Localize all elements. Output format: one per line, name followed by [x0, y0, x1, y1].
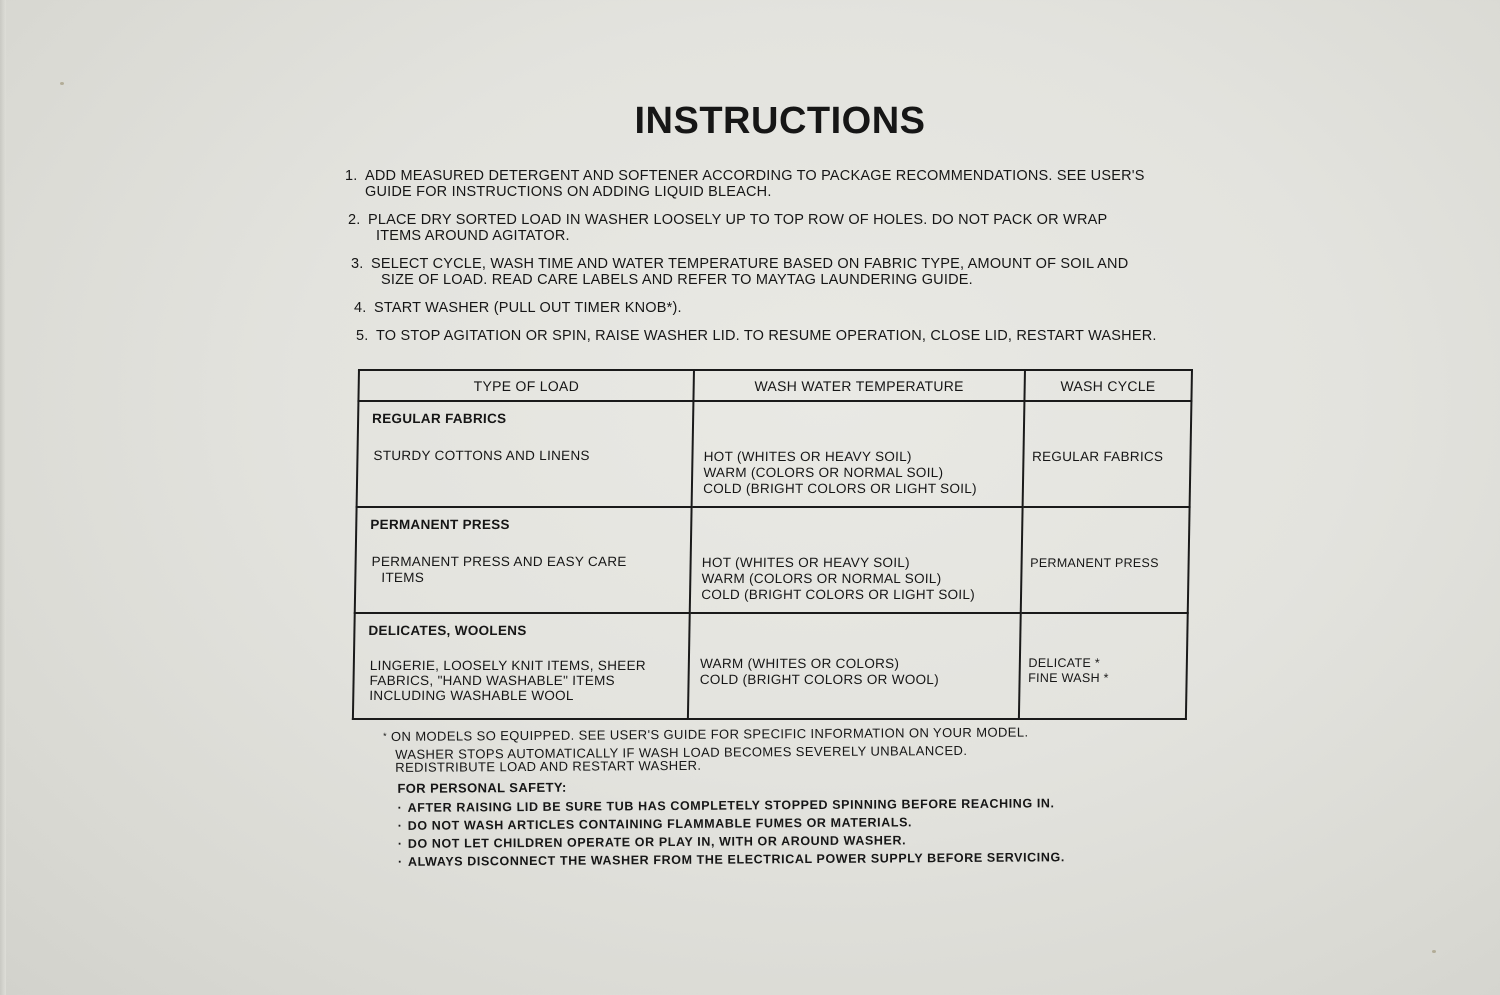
load-description: [373, 448, 692, 464]
safety-item: · AFTER RAISING LID BE SURE TUB HAS COMPLETELY STOPPED SPINNING BEFORE REACHING IN.: [397, 794, 1123, 817]
step-text-continued: SIZE OF LOAD. READ CARE LABELS AND REFER TO MAYTAG LAUNDERING GUIDE.: [381, 272, 973, 288]
instruction-step: [354, 300, 1224, 316]
footnote: [383, 724, 1123, 744]
unbalance-note: [395, 743, 1123, 774]
load-group-title: DELICATES, WOOLENS: [368, 623, 527, 638]
footnote-mark: *: [383, 730, 387, 741]
load-description-line: PERMANENT PRESS AND EASY CARE: [371, 554, 627, 569]
load-type-cell: [357, 401, 694, 507]
temperature-list: [700, 656, 1019, 688]
instruction-step: [351, 256, 1221, 288]
footnote-text: ON MODELS SO EQUIPPED. SEE USER'S GUIDE FOR SPECIFIC INFORMATION ON YOUR MODEL.: [390, 724, 1029, 744]
cycle-cell: [1022, 401, 1191, 507]
load-type-cell: [355, 507, 692, 613]
cycle-option: PERMANENT PRESS: [1030, 556, 1159, 570]
temperature-option: HOT (WHITES OR HEAVY SOIL): [703, 449, 912, 464]
cycle-cell: [1018, 613, 1187, 719]
temperature-cell: [688, 613, 1020, 719]
load-description-line: STURDY COTTONS AND LINENS: [373, 448, 590, 463]
table-row: [357, 401, 1192, 507]
temperature-cell: [690, 507, 1022, 613]
load-type-table: [352, 369, 1193, 720]
cycle-option: FINE WASH *: [1028, 671, 1109, 685]
instruction-step: [356, 328, 1226, 344]
unbalance-note-line: WASHER STOPS AUTOMATICALLY IF WASH LOAD BECOMES SEVERELY UNBALANCED.: [395, 742, 968, 762]
header-type-of-load: TYPE OF LOAD: [358, 370, 694, 401]
surface-speck: [60, 82, 64, 85]
table-header-row: [358, 370, 1192, 401]
load-type-cell: [353, 613, 690, 719]
step-number: 3.: [351, 256, 364, 272]
surface-speck: [1432, 950, 1436, 953]
step-text: START WASHER (PULL OUT TIMER KNOB*).: [374, 300, 682, 316]
load-description-line: ITEMS: [381, 570, 425, 585]
step-text-continued: ITEMS AROUND AGITATOR.: [376, 228, 570, 244]
safety-title: FOR PERSONAL SAFETY:: [397, 779, 567, 796]
instruction-steps: [345, 168, 1215, 344]
step-text: TO STOP AGITATION OR SPIN, RAISE WASHER LID. TO RESUME OPERATION, CLOSE LID, RESTART WASHER.: [376, 328, 1157, 344]
safety-list: [397, 794, 1123, 871]
instruction-step: [348, 212, 1218, 244]
safety-item: · ALWAYS DISCONNECT THE WASHER FROM THE ELECTRICAL POWER SUPPLY BEFORE SERVICING.: [398, 848, 1124, 871]
step-text-continued: GUIDE FOR INSTRUCTIONS ON ADDING LIQUID BLEACH.: [365, 184, 772, 200]
cycle-option: REGULAR FABRICS: [1031, 449, 1164, 464]
step-number: 2.: [348, 212, 361, 228]
temperature-option: HOT (WHITES OR HEAVY SOIL): [701, 555, 911, 570]
temperature-option: COLD (BRIGHT COLORS OR WOOL): [699, 672, 940, 687]
load-description: [371, 554, 690, 586]
temperature-list: [701, 555, 1020, 603]
temperature-option: WARM (COLORS OR NORMAL SOIL): [703, 465, 944, 480]
load-description-line: FABRICS, "HAND WASHABLE" ITEMS: [369, 673, 616, 688]
step-number: 1.: [345, 168, 358, 184]
header-wash-water-temperature: WASH WATER TEMPERATURE: [694, 370, 1025, 401]
step-text: SELECT CYCLE, WASH TIME AND WATER TEMPERATURE BASED ON FABRIC TYPE, AMOUNT OF SOIL AND: [371, 256, 1129, 272]
notes-section: [383, 724, 1124, 871]
page-title: INSTRUCTIONS: [634, 100, 926, 142]
step-number: 5.: [356, 328, 369, 344]
temperature-list: [703, 449, 1022, 497]
load-group-title: PERMANENT PRESS: [370, 517, 510, 532]
temperature-option: COLD (BRIGHT COLORS OR LIGHT SOIL): [701, 587, 976, 602]
load-group-title: REGULAR FABRICS: [372, 411, 507, 426]
header-wash-cycle: WASH CYCLE: [1024, 370, 1192, 401]
load-description: [369, 658, 688, 703]
temperature-option: WARM (COLORS OR NORMAL SOIL): [701, 571, 942, 586]
cycle-cell: [1020, 507, 1189, 613]
step-text: ADD MEASURED DETERGENT AND SOFTENER ACCORDING TO PACKAGE RECOMMENDATIONS. SEE USER'S: [365, 168, 1145, 184]
cycle-option: DELICATE *: [1028, 656, 1101, 670]
step-text: PLACE DRY SORTED LOAD IN WASHER LOOSELY UP TO TOP ROW OF HOLES. DO NOT PACK OR WRAP: [368, 212, 1108, 228]
step-number: 4.: [354, 300, 367, 316]
load-description-line: LINGERIE, LOOSELY KNIT ITEMS, SHEER: [369, 658, 647, 673]
instruction-step: [345, 168, 1215, 200]
load-description-line: INCLUDING WASHABLE WOOL: [369, 688, 574, 703]
temperature-cell: [692, 401, 1024, 507]
temperature-option: WARM (WHITES OR COLORS): [699, 656, 900, 671]
unbalance-note-line: REDISTRIBUTE LOAD AND RESTART WASHER.: [395, 757, 702, 775]
safety-item: · DO NOT WASH ARTICLES CONTAINING FLAMMABLE FUMES OR MATERIALS.: [398, 812, 1124, 835]
temperature-option: COLD (BRIGHT COLORS OR LIGHT SOIL): [703, 481, 978, 496]
table-row: [353, 613, 1188, 719]
panel-edge: [0, 0, 6, 995]
safety-item: · DO NOT LET CHILDREN OPERATE OR PLAY IN, WITH OR AROUND WASHER.: [398, 830, 1124, 853]
cycle-option-list: [1028, 656, 1186, 686]
table-row: [355, 507, 1190, 613]
